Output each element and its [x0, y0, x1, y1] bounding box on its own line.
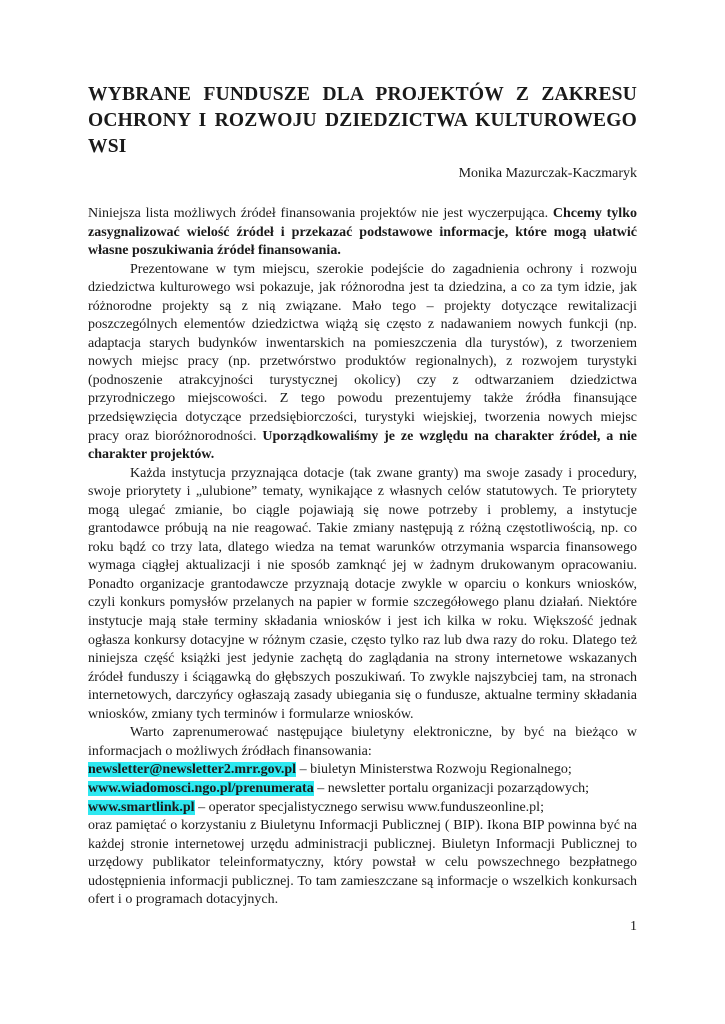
intro-paragraph — [88, 205, 637, 261]
newsletter-link[interactable]: newsletter@newsletter2.mrr.gov.pl — [88, 762, 297, 778]
newsletter-item — [88, 799, 637, 818]
document-body — [88, 205, 637, 910]
approach-text: Prezentowane w tym miejscu, szerokie podejście do zagadnienia ochrony i rozwoju dziedzictwa kulturowego wsi pokazuje, jak różnorodna jest ta dziedzina, a co za tym idzie, jak różnorodne projekty są z nią związane. Mało tego – projekty dotyczące rewitalizacji poszczególnych elementów dziedzictwa wiążą się często z nadawaniem nowych funkcji (np. adaptacja starych budynków inwentarskich na pomieszczenia dla turystów), z tworzeniem nowych miejsc pracy (np. przetwórstwo produktów regionalnych), z rozwojem turystyki (podnoszenie atrakcyjności turystycznej okolicy) czy z odtwarzaniem dziedzictwa przyrodniczego miejscowości. Z tego powodu prezentujemy także źródła finansujące przedsięwzięcia dotyczące przedsiębiorczości, turystyki wiejskiej, tworzenia nowych miejsc pracy oraz bioróżnorodności. — [88, 261, 637, 444]
bip-paragraph: oraz pamiętać o korzystaniu z Biuletynu Informacji Publicznej ( BIP). Ikona BIP powinna być na każdej stronie internetowej urzędu administracji publicznej. Biuletyn Informacji Publicznej to urzędowy publikator teleinformatyczny, który powstał w celu powszechnego bezpłatnego udostępnienia informacji publicznej. To tam zamieszczane są informacje o wszelkich konkursach ofert i o programach dotacyjnych. — [88, 818, 637, 908]
author-name: Monika Mazurczak-Kaczmaryk — [458, 166, 637, 181]
page-number: 1 — [630, 919, 637, 934]
approach-paragraph — [88, 261, 637, 465]
newsletter-intro-paragraph: Warto zaprenumerować następujące biuletyny elektroniczne, by być na bieżąco w informacjach o możliwych źródłach finansowania: — [88, 725, 637, 759]
approach-bold-text: Uporządkowaliśmy je ze względu na charakter źródeł, a nie charakter projektów. — [88, 428, 637, 463]
newsletter-description: – biuletyn Ministerstwa Rozwoju Regionalnego; — [296, 762, 572, 778]
document-title: WYBRANE FUNDUSZE DLA PROJEKTÓW Z ZAKRESU OCHRONY I ROZWOJU DZIEDZICTWA KULTUROWEGO WSI — [88, 84, 637, 157]
newsletter-link[interactable]: www.wiadomosci.ngo.pl/prenumerata — [88, 780, 314, 796]
newsletter-item — [88, 780, 637, 799]
newsletter-description: – newsletter portalu organizacji pozarządowych; — [313, 780, 590, 796]
intro-text: Niniejsza lista możliwych źródeł finansowania projektów nie jest wyczerpująca. — [88, 206, 553, 221]
grants-paragraph: Każda instytucja przyznająca dotacje (tak zwane granty) ma swoje zasady i procedury, swoje priorytety i „ulubione” tematy, wynikające z własnych celów statutowych. Te priorytety mogą ulegać zmianie, bo ciągle pojawiają się nowe potrzeby i problemy, a instytucje grantodawce próbują na nie reagować. Takie zmiany następują z różną częstotliwością, np. co roku bądź co trzy lata, dlatego wiedza na temat warunków otrzymania wsparcia finansowego wymaga ciągłej aktualizacji i nie sposób zamknąć jej w żadnym drukowanym opracowaniu. Ponadto organizacje grantodawcze przyznają dotacje zwykle w oparciu o konkurs wniosków, czyli konkurs pomysłów przelanych na papier w formie szczegółowego planu działań. Niektóre instytucje mają stałe terminy składania wniosków i jest ich kilka w roku. Większość jednak ogłasza konkursy dotacyjne w różnym czasie, często tylko raz lub dwa razy do roku. Dlatego też niniejsza część książki jest jedynie zachętą do zaglądania na strony internetowe wskazanych źródeł funduszy i ściągawką do głębszych poszukiwań. To zwykle najszybciej tam, na stronach internetowych, darczyńcy ogłaszają zasady ubiegania się o fundusze, aktualne terminy składania wniosków, zmiany tych terminów i formularze wniosków. — [88, 465, 637, 722]
intro-bold-text: Chcemy tylko zasygnalizować wielość źródeł i przekazać podstawowe informacje, które mogą ułatwić własne poszukiwania źródeł finansowania. — [88, 206, 637, 259]
document-page — [88, 82, 637, 910]
newsletter-item — [88, 761, 637, 780]
newsletter-link[interactable]: www.smartlink.pl — [88, 799, 195, 815]
newsletter-description: – operator specjalistycznego serwisu www.funduszeonline.pl; — [194, 799, 544, 815]
